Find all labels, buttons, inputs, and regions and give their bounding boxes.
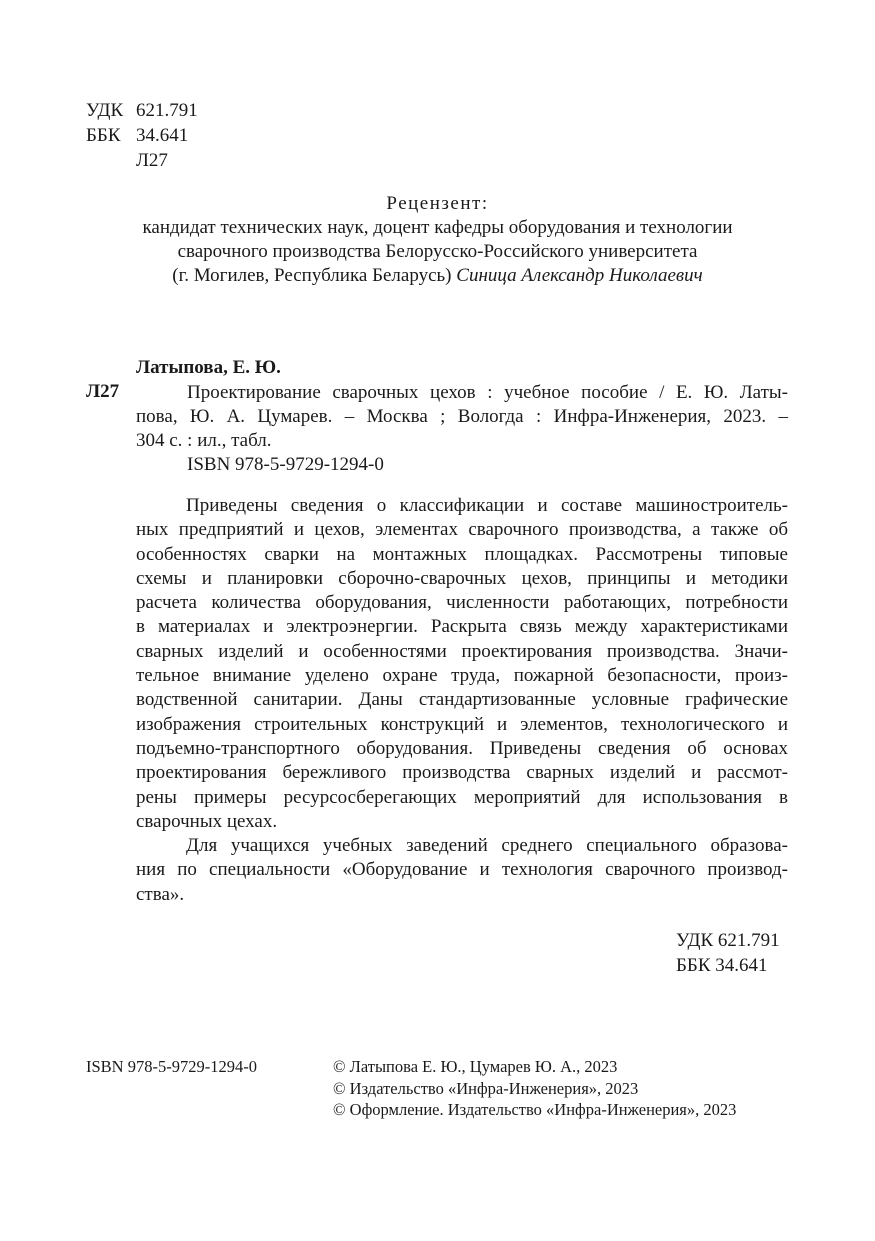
record-line: пова, Ю. А. Цумарев. – Москва ; Вологда : Инфра-Инженерия, 2023. – (136, 406, 788, 427)
copyright-line: © Латыпова Е. Ю., Цумарев Ю. А., 2023 (333, 1057, 618, 1076)
copyright-block (333, 1056, 736, 1121)
record-line: Проектирование сварочных цехов : учебное пособие / Е. Ю. Латы- (187, 382, 788, 403)
annotation (136, 494, 788, 907)
classification-block (86, 98, 198, 173)
reviewer-line-3 (0, 264, 875, 288)
footer-isbn: ISBN 978-5-9729-1294-0 (86, 1057, 257, 1076)
udk-value: 621.791 (136, 100, 198, 121)
udk-label: УДК (86, 100, 124, 121)
annotation-line: Приведены сведения о классификации и составе машиностроитель- (186, 495, 788, 516)
bbk-row (86, 123, 198, 148)
record-description (136, 381, 788, 477)
annotation-line: проектирования бережливого производства сварных изделий и рассмот- (136, 762, 788, 784)
annotation-line: ных предприятий и цехов, элементах сварочного производства, а также об (136, 519, 788, 541)
annotation-line: сварных изделий и особенностями проектирования производства. Значи- (136, 640, 788, 662)
annotation-line: ства». (136, 883, 185, 905)
bbk-label: ББК (86, 125, 121, 146)
copyright-line: © Издательство «Инфра-Инженерия», 2023 (333, 1078, 639, 1098)
annotation-line: изображения строительных конструкций и элементов, технологического и (136, 713, 788, 735)
record-author: Латыпова, Е. Ю. (136, 357, 281, 378)
udk-row (86, 98, 198, 123)
copyright-line: © Оформление. Издательство «Инфра-Инженерия», 2023 (333, 1100, 737, 1119)
record-code: Л27 (86, 381, 120, 402)
author-mark: Л27 (136, 150, 168, 171)
annotation-line: Для учащихся учебных заведений среднего специального образова- (186, 835, 788, 857)
reviewer-line-1: кандидат технических наук, доцент кафедры оборудования и технологии (142, 217, 733, 238)
annotation-line: подъемно-транспортного оборудования. Приведены сведения об основах (136, 737, 788, 759)
annotation-line: ния по специальности «Оборудование и технология сварочного производ- (136, 859, 788, 881)
annotation-line: тельное внимание уделено охране труда, пожарной безопасности, произ- (136, 665, 788, 687)
annotation-line: рены примеры ресурсосберегающих мероприятий для использования в (136, 786, 788, 808)
annotation-paragraph-2 (136, 834, 788, 907)
bottom-udk: УДК 621.791 (676, 930, 780, 951)
bottom-codes (676, 928, 780, 978)
record-isbn: ISBN 978-5-9729-1294-0 (187, 454, 384, 475)
reviewer-name: Синица Александр Николаевич (456, 265, 703, 286)
record-line: 304 с. : ил., табл. (136, 430, 272, 451)
annotation-line: сварочных цехах. (136, 810, 278, 832)
reviewer-block (0, 192, 875, 288)
reviewer-affiliation: (г. Могилев, Республика Беларусь) (172, 265, 452, 286)
annotation-line: водственной санитарии. Даны стандартизованные условные графические (136, 689, 788, 711)
annotation-line: особенностях сварки на монтажных площадках. Рассмотрены типовые (136, 543, 788, 565)
bbk-value: 34.641 (136, 125, 189, 146)
reviewer-heading: Рецензент: (386, 193, 489, 214)
annotation-line: схемы и планировки сборочно-сварочных цехов, принципы и методики (136, 567, 788, 589)
author-mark-row (86, 148, 198, 173)
annotation-line: в материалах и электроэнергии. Раскрыта связь между характеристиками (136, 616, 788, 638)
annotation-line: расчета количества оборудования, численности работающих, потребности (136, 592, 788, 614)
reviewer-line-2: сварочного производства Белорусско-Российского университета (177, 241, 698, 262)
bottom-bbk: ББК 34.641 (676, 955, 768, 976)
annotation-paragraph-1 (136, 494, 788, 834)
